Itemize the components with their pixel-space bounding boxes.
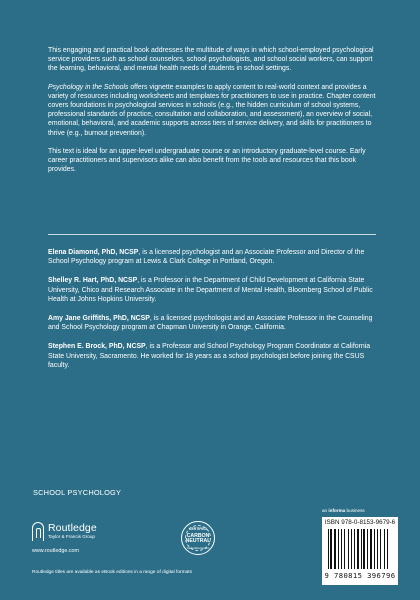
author-bio-text: , is a Professor and School Psychology Program Coordinator at California State University, Sacramento. He worked for 18 years as a school psychologist before joining the CSUS faculty.	[48, 343, 371, 369]
author-name: Elena Diamond, PhD, NCSP	[48, 249, 139, 256]
barcode-bar	[387, 529, 388, 569]
barcode-bar	[384, 529, 385, 569]
isbn-number: ISBN 978-0-8153-9679-6	[324, 519, 396, 526]
book-description	[48, 46, 378, 183]
barcode-bar	[344, 529, 345, 569]
author-bio-text: , is a licensed psychologist and an Associate Professor in the Counseling and School Psychology program at Chapman University in Orange, California.	[48, 315, 373, 332]
badge-main-text: CARBON NEUTRAL	[185, 533, 211, 545]
barcode-bar	[351, 529, 352, 569]
author-name: Shelley R. Hart, PhD, NCSP	[48, 277, 138, 285]
badge-bottom-text: CarbonNeutral.com	[186, 547, 210, 550]
barcode-bar	[363, 529, 365, 569]
barcode-bar	[367, 529, 368, 569]
publisher-url: www.routledge.com	[32, 548, 80, 554]
author-bio	[48, 248, 378, 266]
author-bio	[48, 314, 378, 332]
book-title-italic: Psychology in the Schools	[48, 83, 129, 91]
description-paragraph-1: This engaging and practical book addresses the multitude of ways in which school-employed psychological service providers such as school counselors, school psychologists, and school social workers, can support the learning, behavioral, and mental health needs of students in school settings.	[48, 47, 374, 73]
publisher-logo	[32, 522, 142, 562]
description-paragraph-2-text: offers vignette examples to apply content to real-world context and provides a variety of resources including worksheets and templates for practitioners to use in practice. Chapter content covers foundations in psychological services in schools (e.g., the hidden curriculum of school systems, professional standards of practice, consultation and collaboration, and assessment), an overview of social, emotional, behavioral, and academic supports across tiers of service delivery, and skills for practitioners to thrive (e.g., burnout prevention).	[48, 83, 376, 137]
barcode-bar	[380, 529, 381, 569]
barcode-bar	[361, 529, 362, 569]
informa-tagline	[322, 508, 365, 513]
author-bio	[48, 276, 378, 304]
barcode-bar	[377, 529, 379, 569]
barcode-bars	[328, 529, 392, 569]
barcode-bar	[341, 529, 343, 569]
author-bio-text: , is a Professor in the Department of Child Development at California State University, Chico and Research Associate in the Department of Mental Health, Bloomberg School of Public Health at Johns Hopkins University.	[48, 277, 373, 303]
informa-brand: informa	[328, 508, 346, 513]
description-paragraph-2	[48, 83, 378, 138]
barcode-bar	[334, 529, 336, 569]
barcode-bar	[348, 529, 349, 569]
author-name: Stephen E. Brock, PhD, NCSP	[48, 343, 146, 351]
barcode-bar	[328, 529, 329, 569]
barcode-digits: 9 780815 396796	[324, 571, 396, 580]
publisher-name: Routledge	[48, 522, 97, 534]
barcode-bar	[338, 529, 339, 569]
routledge-logo-icon	[32, 522, 44, 541]
carbon-neutral-badge-icon	[181, 521, 215, 555]
badge-top-text: CERTIFIED	[189, 527, 207, 531]
ebook-note: Routledge titles are available as eBook editions in a range of digital formats	[32, 570, 192, 575]
informa-suffix: business	[345, 508, 365, 513]
informa-prefix: an	[322, 508, 329, 513]
barcode-bar	[357, 529, 359, 569]
author-bio	[48, 342, 378, 370]
barcode-bar	[354, 529, 356, 569]
barcode-bar	[330, 529, 332, 569]
author-bios	[48, 248, 378, 380]
description-paragraph-3: This text is ideal for an upper-level undergraduate course or an introductory graduate-level course. Early career practitioners and supervisors alike can also benefit from the tools and resources that this book provides.	[48, 147, 366, 174]
isbn-barcode	[322, 517, 398, 585]
author-bio-text: , is a licensed psychologist and an Associate Professor and Director of the School Psychology program at Lewis & Clark College in Portland, Oregon.	[48, 249, 365, 266]
publisher-group: Taylor & Francis Group	[48, 534, 95, 539]
subject-category: SCHOOL PSYCHOLOGY	[33, 488, 122, 497]
barcode-bar	[370, 529, 372, 569]
section-divider	[48, 234, 376, 235]
barcode-bar	[374, 529, 375, 569]
author-name: Amy Jane Griffiths, PhD, NCSP	[48, 315, 150, 323]
